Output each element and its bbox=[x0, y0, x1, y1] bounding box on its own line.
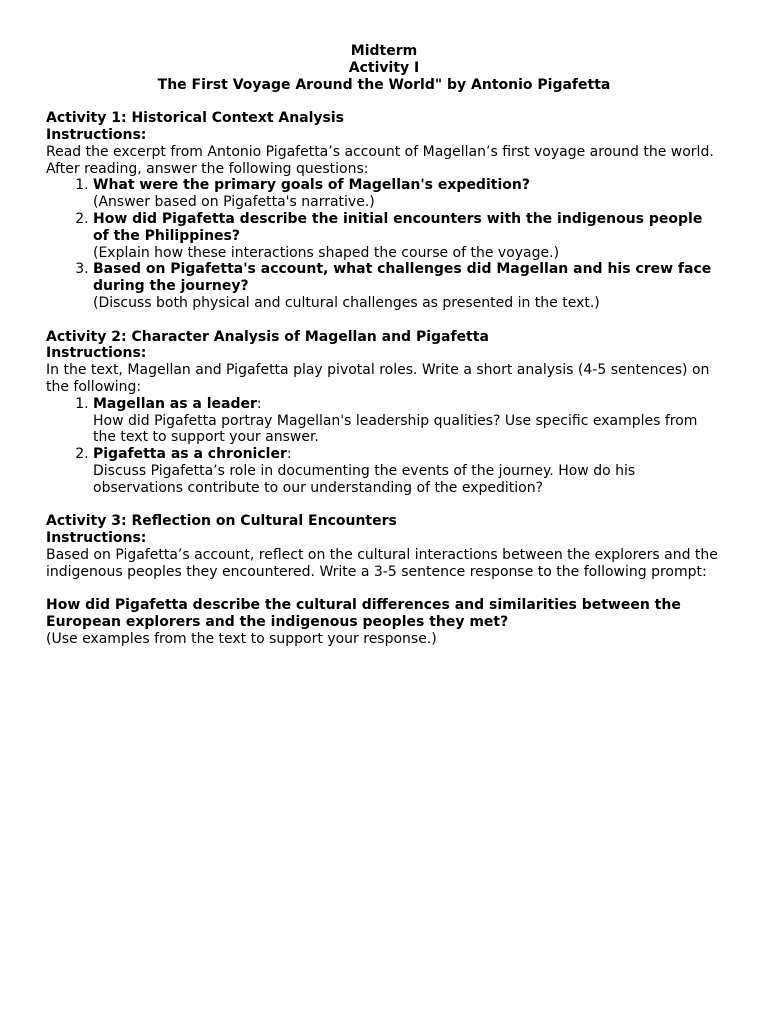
activity-2-intro: In the text, Magellan and Pigafetta play pivotal roles. Write a short analysis (4-5 sentences) on the following: bbox=[46, 362, 710, 395]
activity-2-item-list bbox=[46, 396, 722, 497]
list-item bbox=[93, 177, 722, 211]
item-heading-colon: : bbox=[286, 446, 292, 463]
list-item bbox=[93, 396, 722, 446]
activity-2-section bbox=[46, 329, 722, 497]
item-heading: Magellan as a leader bbox=[93, 395, 257, 412]
list-item bbox=[93, 261, 722, 311]
activity-3-intro: Based on Pigafetta’s account, reflect on the cultural interactions between the explorers and the indigenous peoples they encountered. Write a 3-5 sentence response to the following prompt: bbox=[46, 546, 718, 580]
activity-1-question-list bbox=[46, 177, 722, 311]
header-line-title: The First Voyage Around the World" by Antonio Pigafetta bbox=[157, 76, 611, 93]
activity-1-section bbox=[46, 110, 722, 312]
activity-1-title: Activity 1: Historical Context Analysis bbox=[46, 110, 345, 127]
list-item bbox=[93, 446, 722, 496]
list-item bbox=[93, 211, 722, 261]
activity-3-instructions-label: Instructions: bbox=[46, 530, 147, 547]
document-header bbox=[46, 43, 722, 93]
activity-2-instructions-label: Instructions: bbox=[46, 345, 147, 362]
activity-1-intro: Read the excerpt from Antonio Pigafetta’s account of Magellan’s first voyage around the world. After reading, answer the following questions: bbox=[46, 143, 714, 177]
activity-3-section bbox=[46, 513, 722, 647]
question-note: (Discuss both physical and cultural challenges as presented in the text.) bbox=[93, 294, 600, 311]
spacer bbox=[46, 581, 722, 598]
activity-3-title: Activity 3: Reflection on Cultural Encounters bbox=[46, 513, 397, 530]
item-heading-line bbox=[93, 446, 722, 463]
activity-3-note: (Use examples from the text to support your response.) bbox=[46, 630, 437, 647]
activity-3-prompt: How did Pigafetta describe the cultural differences and similarities between the European explorers and the indigenous peoples they met? bbox=[46, 597, 681, 631]
question-text: 1. What were the primary goals of Magellan's expedition? bbox=[93, 177, 530, 194]
item-heading-colon: : bbox=[256, 395, 262, 412]
item-body: How did Pigafetta portray Magellan's leadership qualities? Use specific examples from the text to support your answer. bbox=[93, 412, 698, 446]
activity-2-title: Activity 2: Character Analysis of Magellan and Pigafetta bbox=[46, 328, 489, 345]
spacer bbox=[46, 497, 722, 514]
question-text: 3. Based on Pigafetta's account, what challenges did Magellan and his crew face during the journey? bbox=[93, 261, 712, 295]
item-body: Discuss Pigafetta’s role in documenting the events of the journey. How do his observations contribute to our understanding of the expedition? bbox=[93, 462, 636, 496]
spacer bbox=[46, 312, 722, 329]
header-line-activity: Activity I bbox=[348, 59, 420, 76]
spacer bbox=[46, 93, 722, 110]
item-heading-line bbox=[93, 396, 722, 413]
question-text: 2. How did Pigafetta describe the initial encounters with the indigenous people of the Philippines? bbox=[93, 210, 703, 244]
question-note: (Answer based on Pigafetta's narrative.) bbox=[93, 194, 375, 211]
item-heading: Pigafetta as a chronicler bbox=[93, 446, 287, 463]
header-line-midterm: Midterm bbox=[350, 43, 418, 59]
activity-1-instructions-label: Instructions: bbox=[46, 126, 147, 143]
question-note: (Explain how these interactions shaped the course of the voyage.) bbox=[93, 244, 560, 261]
